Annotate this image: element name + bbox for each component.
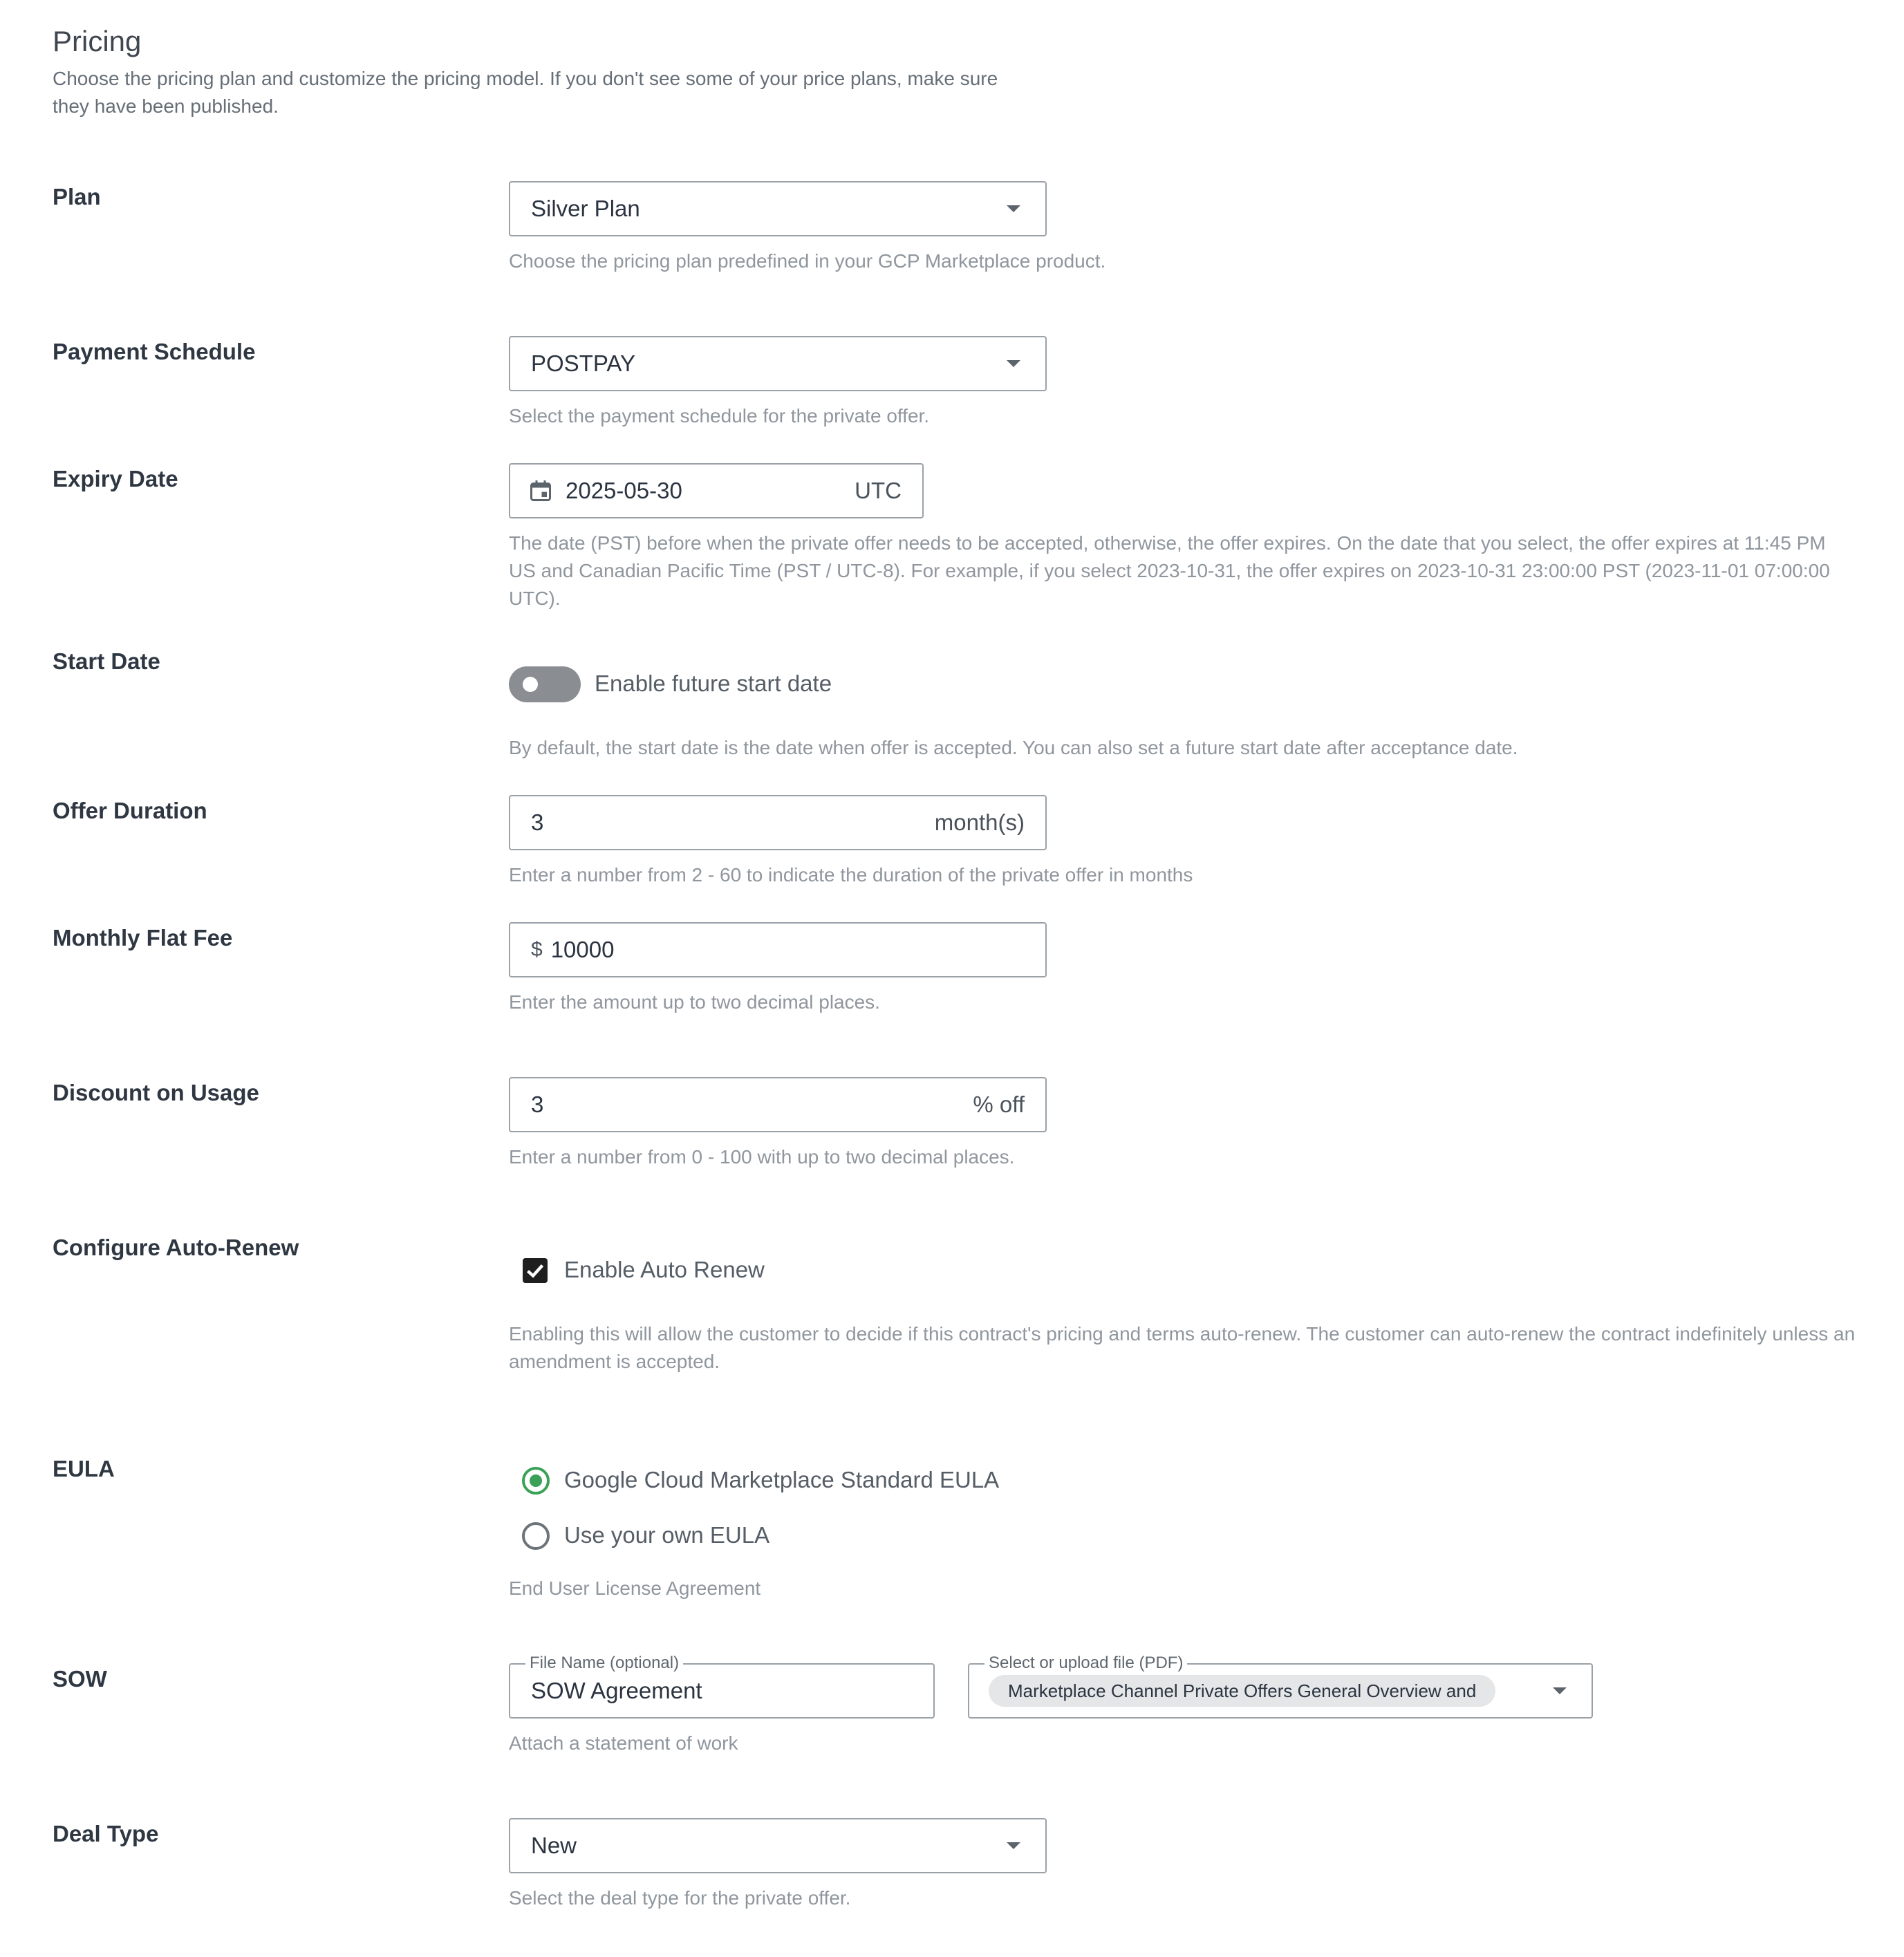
expiry-date-label: Expiry Date [53, 466, 178, 491]
payment-schedule-select[interactable] [509, 336, 1047, 391]
discount-value: 3 [531, 1092, 544, 1117]
discount-on-usage-helper: Enter a number from 0 - 100 with up to two decimal places. [509, 1146, 1015, 1168]
eula-label: EULA [53, 1456, 115, 1481]
offer-duration-input[interactable] [509, 795, 1047, 850]
chevron-down-icon [1007, 1842, 1020, 1849]
sow-file-select-legend: Select or upload file (PDF) [984, 1655, 1187, 1672]
offer-duration-label: Offer Duration [53, 798, 207, 823]
monthly-flat-fee-input[interactable] [509, 922, 1047, 977]
discount-on-usage-label: Discount on Usage [53, 1080, 259, 1105]
future-start-date-label: Enable future start date [595, 671, 832, 696]
chevron-down-icon [1007, 205, 1020, 212]
deal-type-label: Deal Type [53, 1821, 159, 1846]
payment-schedule-value: POSTPAY [531, 350, 635, 376]
sow-file-name-input[interactable] [509, 1654, 935, 1719]
toggle-knob [523, 677, 538, 692]
sow-file-name-legend: File Name (optional) [525, 1655, 683, 1672]
chevron-down-icon [1007, 360, 1020, 367]
offer-duration-value: 3 [531, 809, 544, 835]
timezone-suffix: UTC [855, 478, 902, 503]
eula-own-radio[interactable] [522, 1522, 550, 1550]
sow-file-name-value: SOW Agreement [531, 1678, 702, 1703]
offer-duration-helper: Enter a number from 2 - 60 to indicate the duration of the private offer in months [509, 864, 1193, 886]
discount-on-usage-input[interactable] [509, 1077, 1047, 1132]
monthly-flat-fee-helper: Enter the amount up to two decimal places. [509, 991, 880, 1013]
plan-helper: Choose the pricing plan predefined in your GCP Marketplace product. [509, 250, 1106, 272]
currency-prefix: $ [531, 938, 543, 961]
chevron-down-icon [1553, 1687, 1567, 1694]
eula-helper: End User License Agreement [509, 1577, 761, 1599]
start-date-label: Start Date [53, 648, 160, 674]
monthly-flat-fee-value: 10000 [550, 937, 615, 962]
discount-unit: % off [973, 1092, 1025, 1117]
section-description: Choose the pricing plan and customize the pricing model. If you don't see some of your price plans, make sure they have been published. [53, 68, 998, 117]
eula-own-label: Use your own EULA [564, 1522, 770, 1548]
plan-select-value: Silver Plan [531, 196, 640, 221]
expiry-date-value: 2025-05-30 [566, 478, 682, 503]
offer-duration-unit: month(s) [934, 809, 1025, 835]
deal-type-select[interactable] [509, 1818, 1047, 1873]
start-date-helper: By default, the start date is the date when offer is accepted. You can also set a future start date after acceptance date. [509, 737, 1518, 758]
deal-type-helper: Select the deal type for the private offer. [509, 1887, 851, 1909]
payment-schedule-helper: Select the payment schedule for the private offer. [509, 405, 930, 427]
payment-schedule-label: Payment Schedule [53, 339, 256, 364]
expiry-date-input[interactable] [509, 463, 924, 518]
section-title: Pricing [53, 25, 142, 57]
sow-file-select[interactable] [968, 1654, 1593, 1719]
auto-renew-helper: Enabling this will allow the customer to decide if this contract's pricing and terms auto-renew. The customer can auto-renew the contract indefinitely unless an amendment is accepted. [509, 1323, 1856, 1372]
deal-type-value: New [531, 1833, 577, 1858]
calendar-icon [528, 478, 553, 504]
future-start-date-toggle[interactable] [509, 666, 581, 702]
eula-standard-radio[interactable] [522, 1467, 550, 1495]
sow-label: SOW [53, 1666, 107, 1692]
auto-renew-label: Configure Auto-Renew [53, 1235, 299, 1260]
auto-renew-checkbox-label: Enable Auto Renew [564, 1257, 765, 1282]
sow-helper: Attach a statement of work [509, 1732, 738, 1754]
monthly-flat-fee-label: Monthly Flat Fee [53, 925, 233, 951]
expiry-date-helper: The date (PST) before when the private offer needs to be accepted, otherwise, the offer expires. On the date that you select, the offer expires at 11:45 PM US and Canadian Pacific Time (PST / UTC-8). For example, if you select 2023-10-31, the offer expires on 2023-10-31 23:00:00 PST (2023-11-01 07:00:00 UTC). [509, 532, 1830, 609]
selected-file-chip[interactable]: Marketplace Channel Private Offers General Overview and [989, 1675, 1495, 1707]
checkmark-icon [523, 1258, 548, 1283]
eula-standard-label: Google Cloud Marketplace Standard EULA [564, 1467, 1000, 1492]
plan-select[interactable] [509, 181, 1047, 236]
auto-renew-checkbox[interactable] [523, 1258, 548, 1283]
plan-label: Plan [53, 184, 101, 209]
